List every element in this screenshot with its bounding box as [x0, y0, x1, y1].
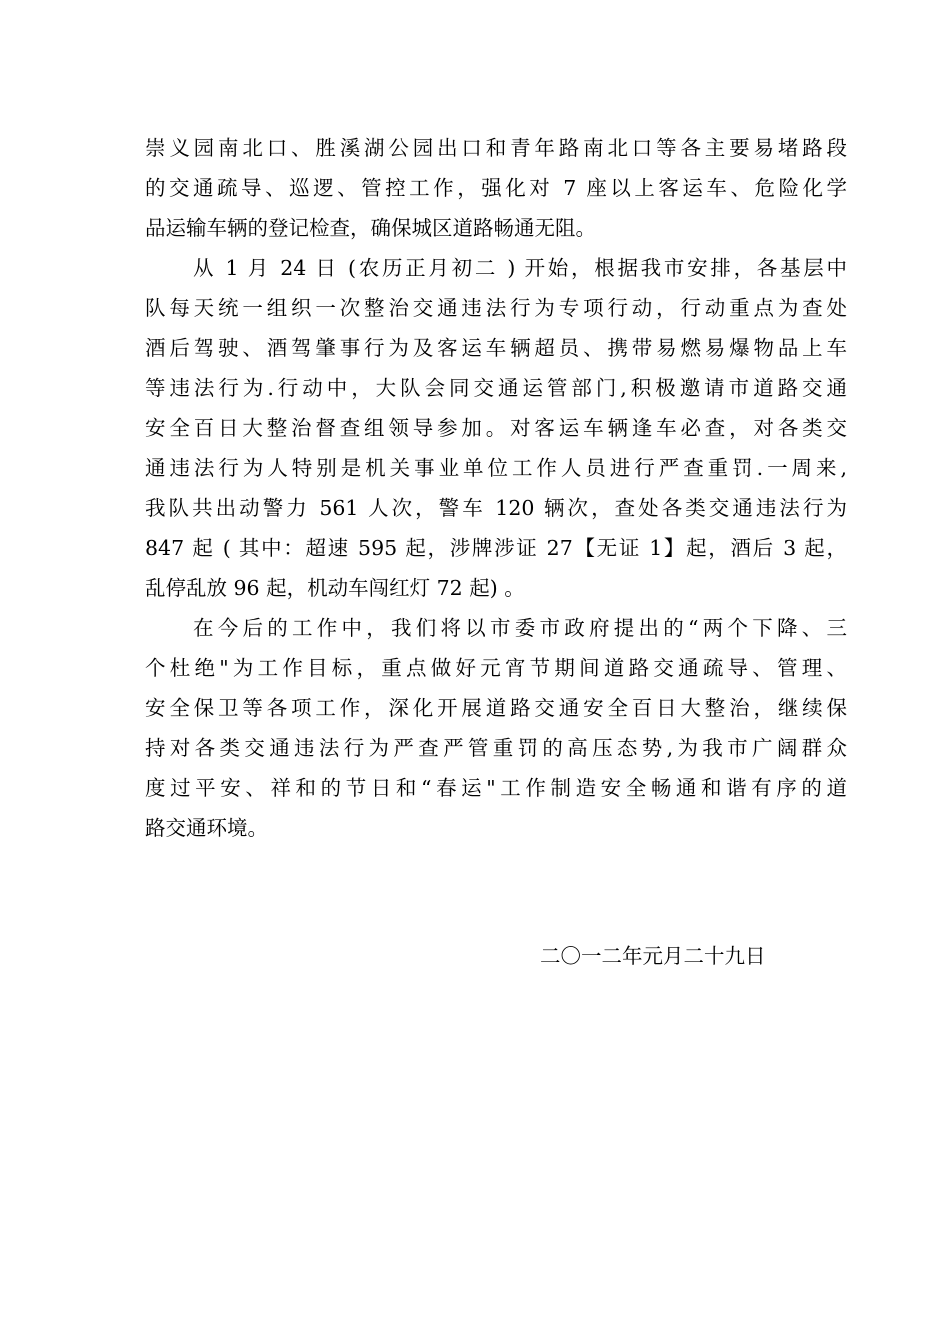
- text-line: 等违法行为.行动中，大队会同交通运管部门,积极邀请市道路交通: [145, 376, 847, 400]
- document-body: [145, 128, 847, 848]
- text-line: 酒后驾驶、酒驾肇事行为及客运车辆超员、携带易燃易爆物品上车: [145, 336, 847, 360]
- text-line: 安全百日大整治督查组领导参加。对客运车辆逢车必查，对各类交: [145, 416, 847, 440]
- text-line: 的交通疏导、巡逻、管控工作，强化对 7 座以上客运车、危险化学: [145, 176, 847, 200]
- paragraph-future-work: [145, 608, 847, 848]
- text-line: 个杜绝"为工作目标，重点做好元宵节期间道路交通疏导、管理、: [145, 656, 847, 680]
- text-line: 路交通环境。: [145, 816, 268, 840]
- text-line: 崇义园南北口、胜溪湖公园出口和青年路南北口等各主要易堵路段: [145, 136, 847, 160]
- paragraph-enforcement-action: [145, 248, 847, 608]
- text-line: 品运输车辆的登记检查，确保城区道路畅通无阻。: [145, 216, 596, 240]
- text-line: 乱停乱放 96 起，机动车闯红灯 72 起) 。: [145, 576, 525, 600]
- text-line: 我队共出动警力 561 人次，警车 120 辆次，查处各类交通违法行为: [145, 496, 847, 520]
- text-line: 安全保卫等各项工作，深化开展道路交通安全百日大整治，继续保: [145, 696, 847, 720]
- text-line: 持对各类交通违法行为严查严管重罚的高压态势,为我市广阔群众: [145, 736, 847, 760]
- text-line: 通违法行为人特别是机关事业单位工作人员进行严查重罚.一周来,: [145, 456, 847, 480]
- text-line: 队每天统一组织一次整治交通违法行为专项行动，行动重点为查处: [145, 296, 847, 320]
- text-line: 847 起 ( 其中：超速 595 起，涉牌涉证 27【无证 1】起，酒后 3 起，: [145, 536, 847, 560]
- document-date: 二〇一二年元月二十九日: [540, 944, 766, 968]
- text-line: 从 1 月 24 日 (农历正月初二 ) 开始，根据我市安排，各基层中: [193, 256, 847, 280]
- paragraph-continuation: [145, 128, 847, 248]
- text-line: 在今后的工作中，我们将以市委市政府提出的“两个下降、三: [193, 616, 847, 640]
- text-line: 度过平安、祥和的节日和“春运"工作制造安全畅通和谐有序的道: [145, 776, 847, 800]
